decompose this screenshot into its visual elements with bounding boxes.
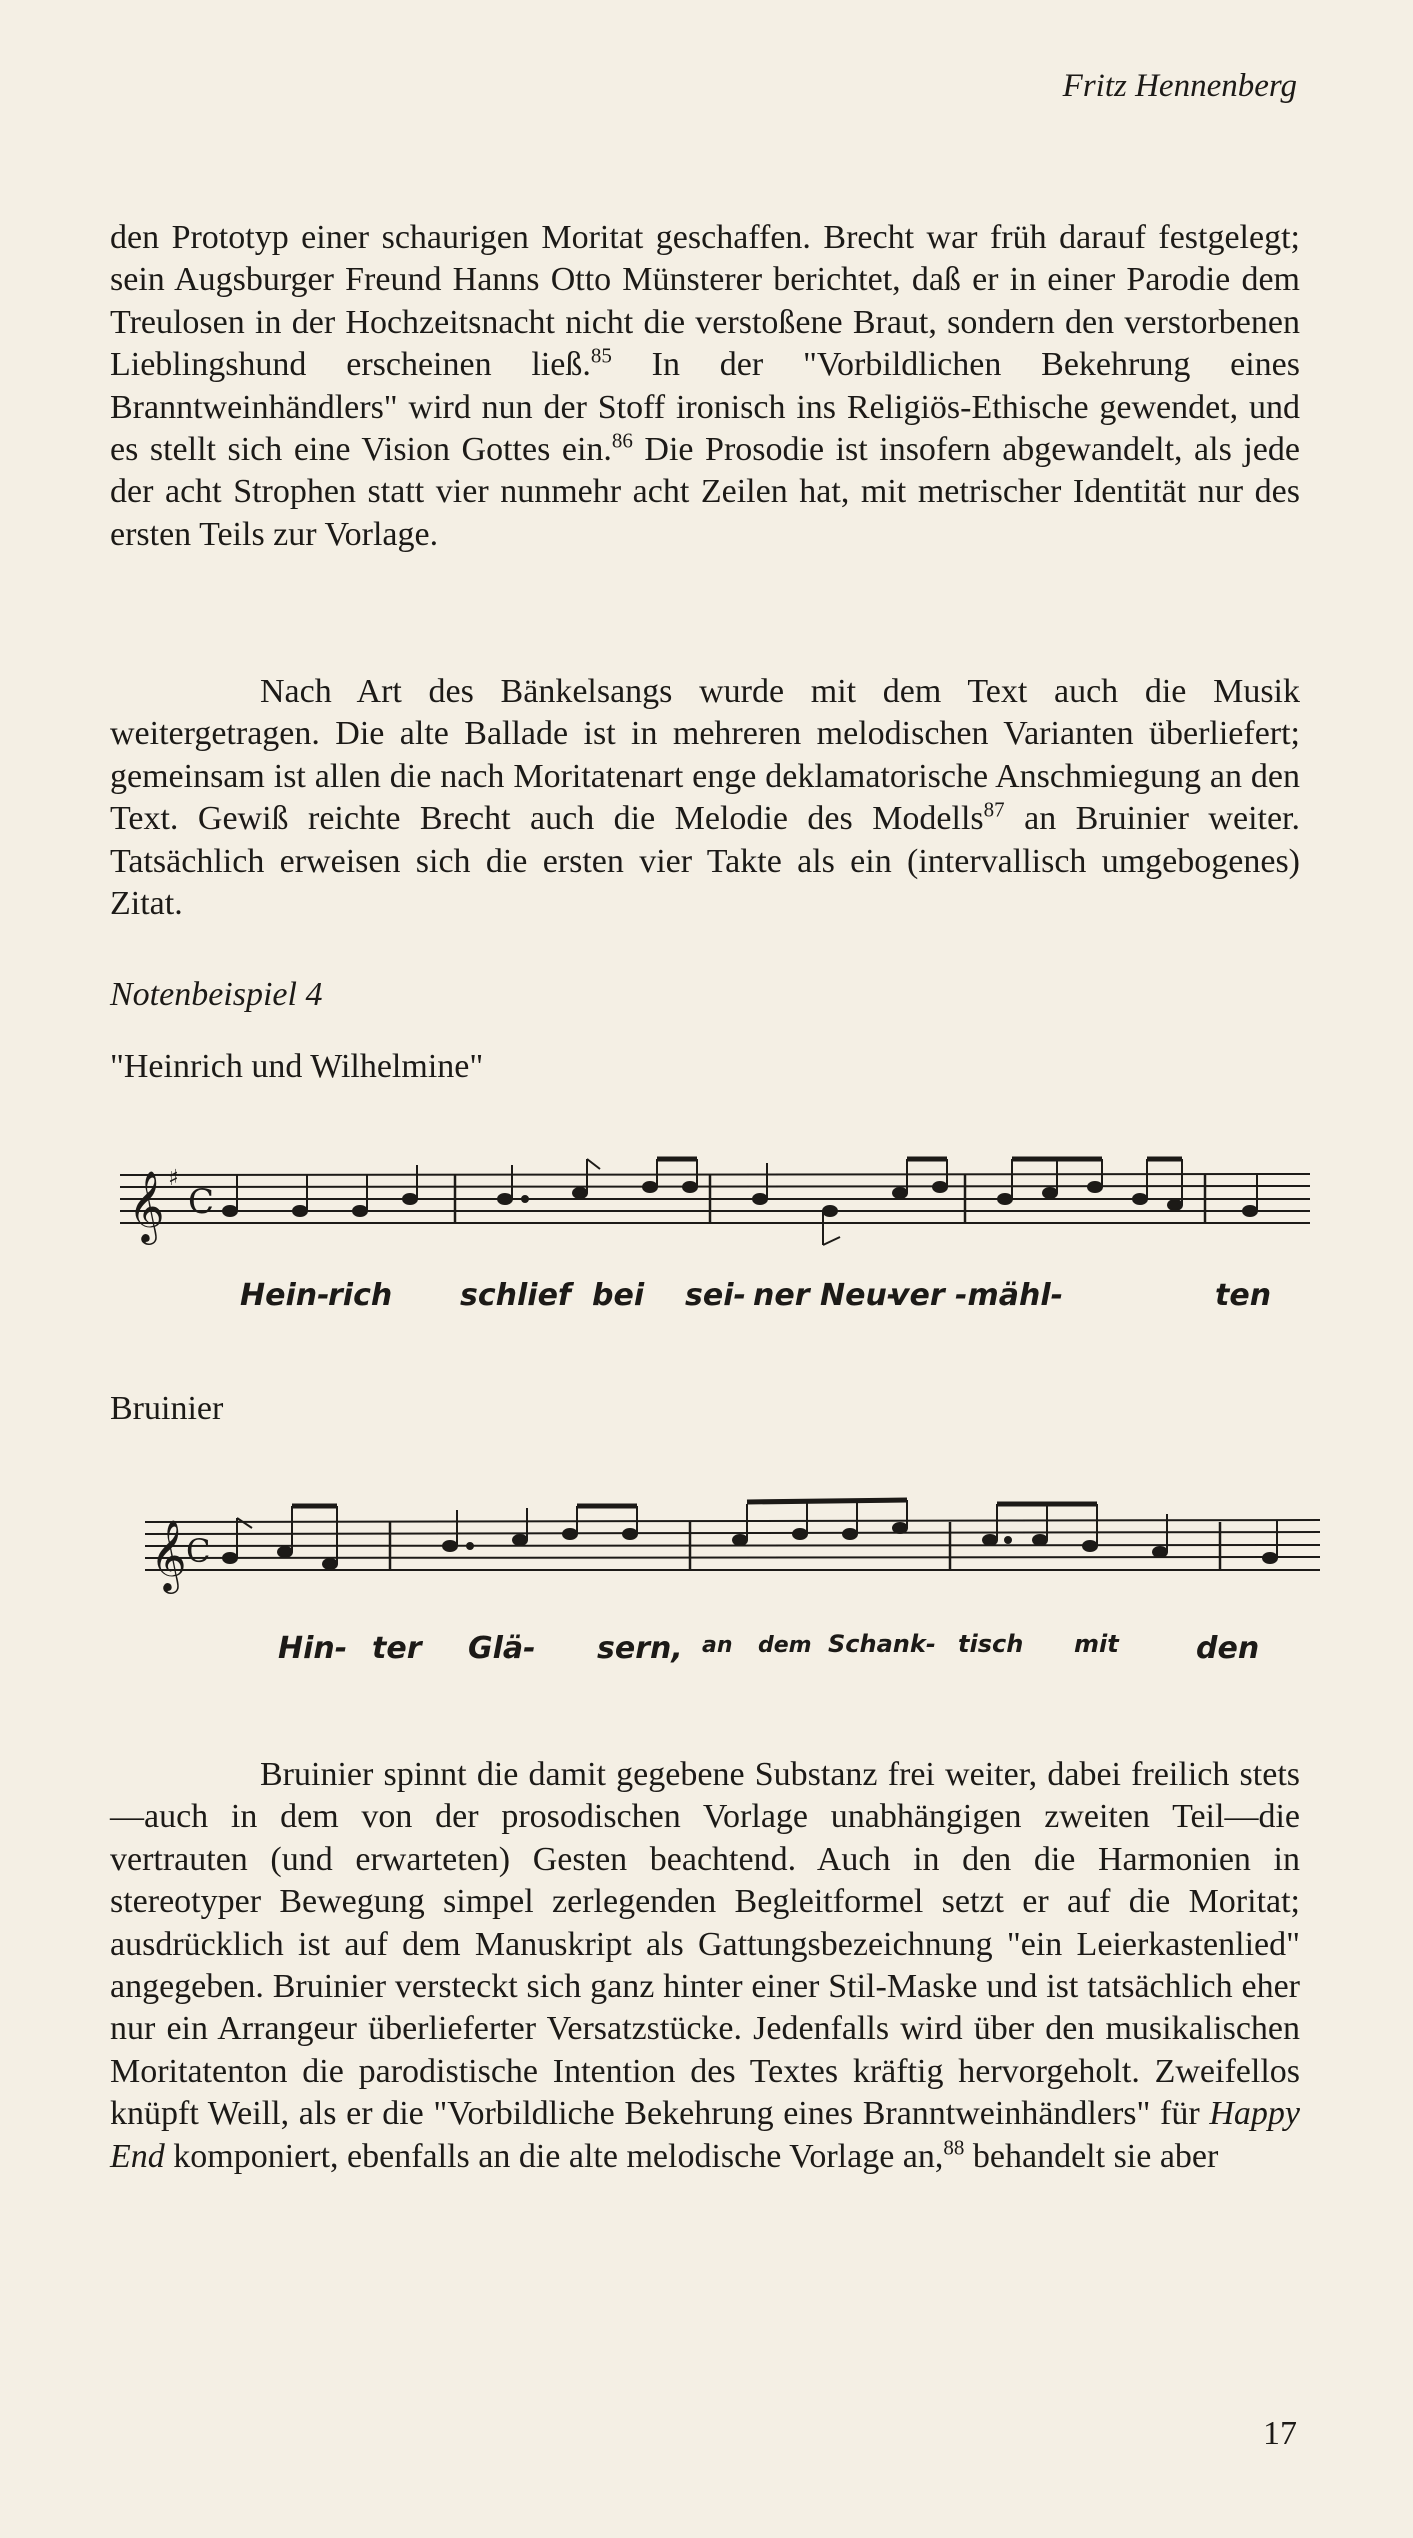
lyric-syllable: den <box>1196 1631 1260 1666</box>
paragraph-1-text-b: In der "Vorbildlichen Bekehrung eines Branntweinhändlers" wird nun der Stoff ironisch ins Religiös-Ethische gewendet, und es stellt sich eine Vision Gottes ein. <box>110 346 1300 469</box>
staff-heinrich <box>110 1145 1320 1345</box>
lyric-syllable: mit <box>1074 1630 1119 1658</box>
lyrics-bruinier <box>278 1630 1259 1666</box>
paragraph-1-text-a: den Prototyp einer schaurigen Moritat geschaffen. Brecht war früh darauf festgelegt; sein Augsburger Freund Hanns Otto Münsterer berichtet, daß er in einer Parodie dem Treulosen in der Hochzeitsnacht nicht die verstoßene Braut, sondern den verstorbenen Lieblingshund erscheinen ließ. <box>110 219 1300 384</box>
paragraph-2 <box>110 671 1300 925</box>
lyrics-heinrich <box>240 1278 1271 1313</box>
lyric-syllable: tisch <box>958 1630 1024 1658</box>
lyric-syllable: sern, <box>597 1631 683 1666</box>
lyric-syllable: ver <box>890 1278 945 1313</box>
paragraph-1 <box>110 217 1300 556</box>
paragraph-3-text-c: behandelt sie aber <box>964 2137 1219 2175</box>
lyric-syllable: ner <box>753 1278 810 1313</box>
composer-label: Bruinier <box>110 1390 224 1427</box>
paragraph-2-text-a: Nach Art des Bänkelsangs wurde mit dem Text auch die Musik weitergetragen. Die alte Ballade ist in mehreren melodischen Varianten überliefert; gemeinsam ist allen die nach Moritatenart enge deklamatorische Anschmiegung an den Text. Gewiß reichte Brecht auch die Melodie des Modells <box>110 673 1300 838</box>
sharp-key-signature-icon: ♯ <box>168 1166 179 1191</box>
lyric-syllable: -mähl- <box>955 1278 1064 1313</box>
paragraph-3-text-a: Bruinier spinnt die damit gegebene Substanz frei weiter, dabei freilich stets—auch in dem von der prosodischen Vorlage unabhängigen zweiten Teil—die vertrauten (und erwarteten) Gesten beachtend. Auch in den die Harmonien in stereotyper Bewegung simpel zerlegenden Begleitformel setzt er auf die Moritat; ausdrücklich ist auf dem Manuskript als Gattungsbezeichnung "ein Leierkastenlied" angegeben. Bruinier versteckt sich ganz hinter einer Stil-Maske und ist tatsächlich eher nur ein Arrangeur überlieferter Versatzstücke. Jedenfalls wird über den musikalischen Moritatenton die parodistische Intention des Textes kräftig hervorgeholt. Zweifellos knüpft Weill, als er die "Vorbildliche Bekehrung eines Branntweinhändlers" für <box>110 1756 1300 2133</box>
lyric-syllable: Hein- <box>240 1278 330 1313</box>
lyric-syllable: Glä- <box>468 1631 536 1666</box>
footnote-ref-87[interactable]: 87 <box>983 797 1005 822</box>
treble-clef-icon: 𝄞 <box>150 1518 187 1591</box>
lyric-syllable: Neu- <box>820 1278 900 1313</box>
paragraph-2-text-b: an Bruinier weiter. Tatsächlich erweisen sich die ersten vier Takte als ein (intervallisch umgebogenes) Zitat. <box>110 800 1300 923</box>
lyric-syllable: dem <box>758 1633 812 1658</box>
music-example-heinrich <box>110 1145 1320 1345</box>
lyric-syllable: an <box>702 1633 733 1658</box>
lyric-syllable: rich <box>328 1278 393 1313</box>
common-time-icon: C <box>188 1182 215 1222</box>
example-subtitle: "Heinrich und Wilhelmine" <box>110 1048 484 1085</box>
paragraph-1-text-c: Die Prosodie ist insofern abgewandelt, als jede der acht Strophen statt vier nunmehr acht Zeilen hat, mit metrischer Identität nur des ersten Teils zur Vorlage. <box>110 431 1300 553</box>
staff-bruinier <box>110 1480 1320 1680</box>
lyric-syllable: ter <box>372 1631 422 1666</box>
treble-clef-icon: 𝄞 <box>128 1169 165 1242</box>
page-number: 17 <box>1263 2415 1297 2452</box>
lyric-syllable: Hin- <box>278 1631 348 1666</box>
staff-lines <box>145 1520 1320 1570</box>
paragraph-3-text-b: komponiert, ebenfalls an die alte melodische Vorlage an, <box>164 2137 944 2175</box>
lyric-syllable: schlief <box>460 1278 571 1313</box>
running-head-author: Fritz Hennenberg <box>1062 68 1297 104</box>
common-time-icon: C <box>186 1532 211 1570</box>
notes <box>223 1159 1257 1245</box>
footnote-ref-85[interactable]: 85 <box>590 343 612 368</box>
footnote-ref-86[interactable]: 86 <box>611 428 633 453</box>
footnote-ref-88[interactable]: 88 <box>943 2135 965 2160</box>
music-example-bruinier <box>110 1480 1320 1680</box>
example-heading: Notenbeispiel 4 <box>110 976 323 1013</box>
lyric-syllable: Schank- <box>828 1630 936 1658</box>
paragraph-3 <box>110 1754 1300 2178</box>
lyric-syllable: ten <box>1215 1278 1272 1313</box>
work-title: Happy End <box>110 2095 1300 2175</box>
lyric-syllable: sei- <box>685 1278 746 1313</box>
lyric-syllable: bei <box>592 1278 645 1313</box>
